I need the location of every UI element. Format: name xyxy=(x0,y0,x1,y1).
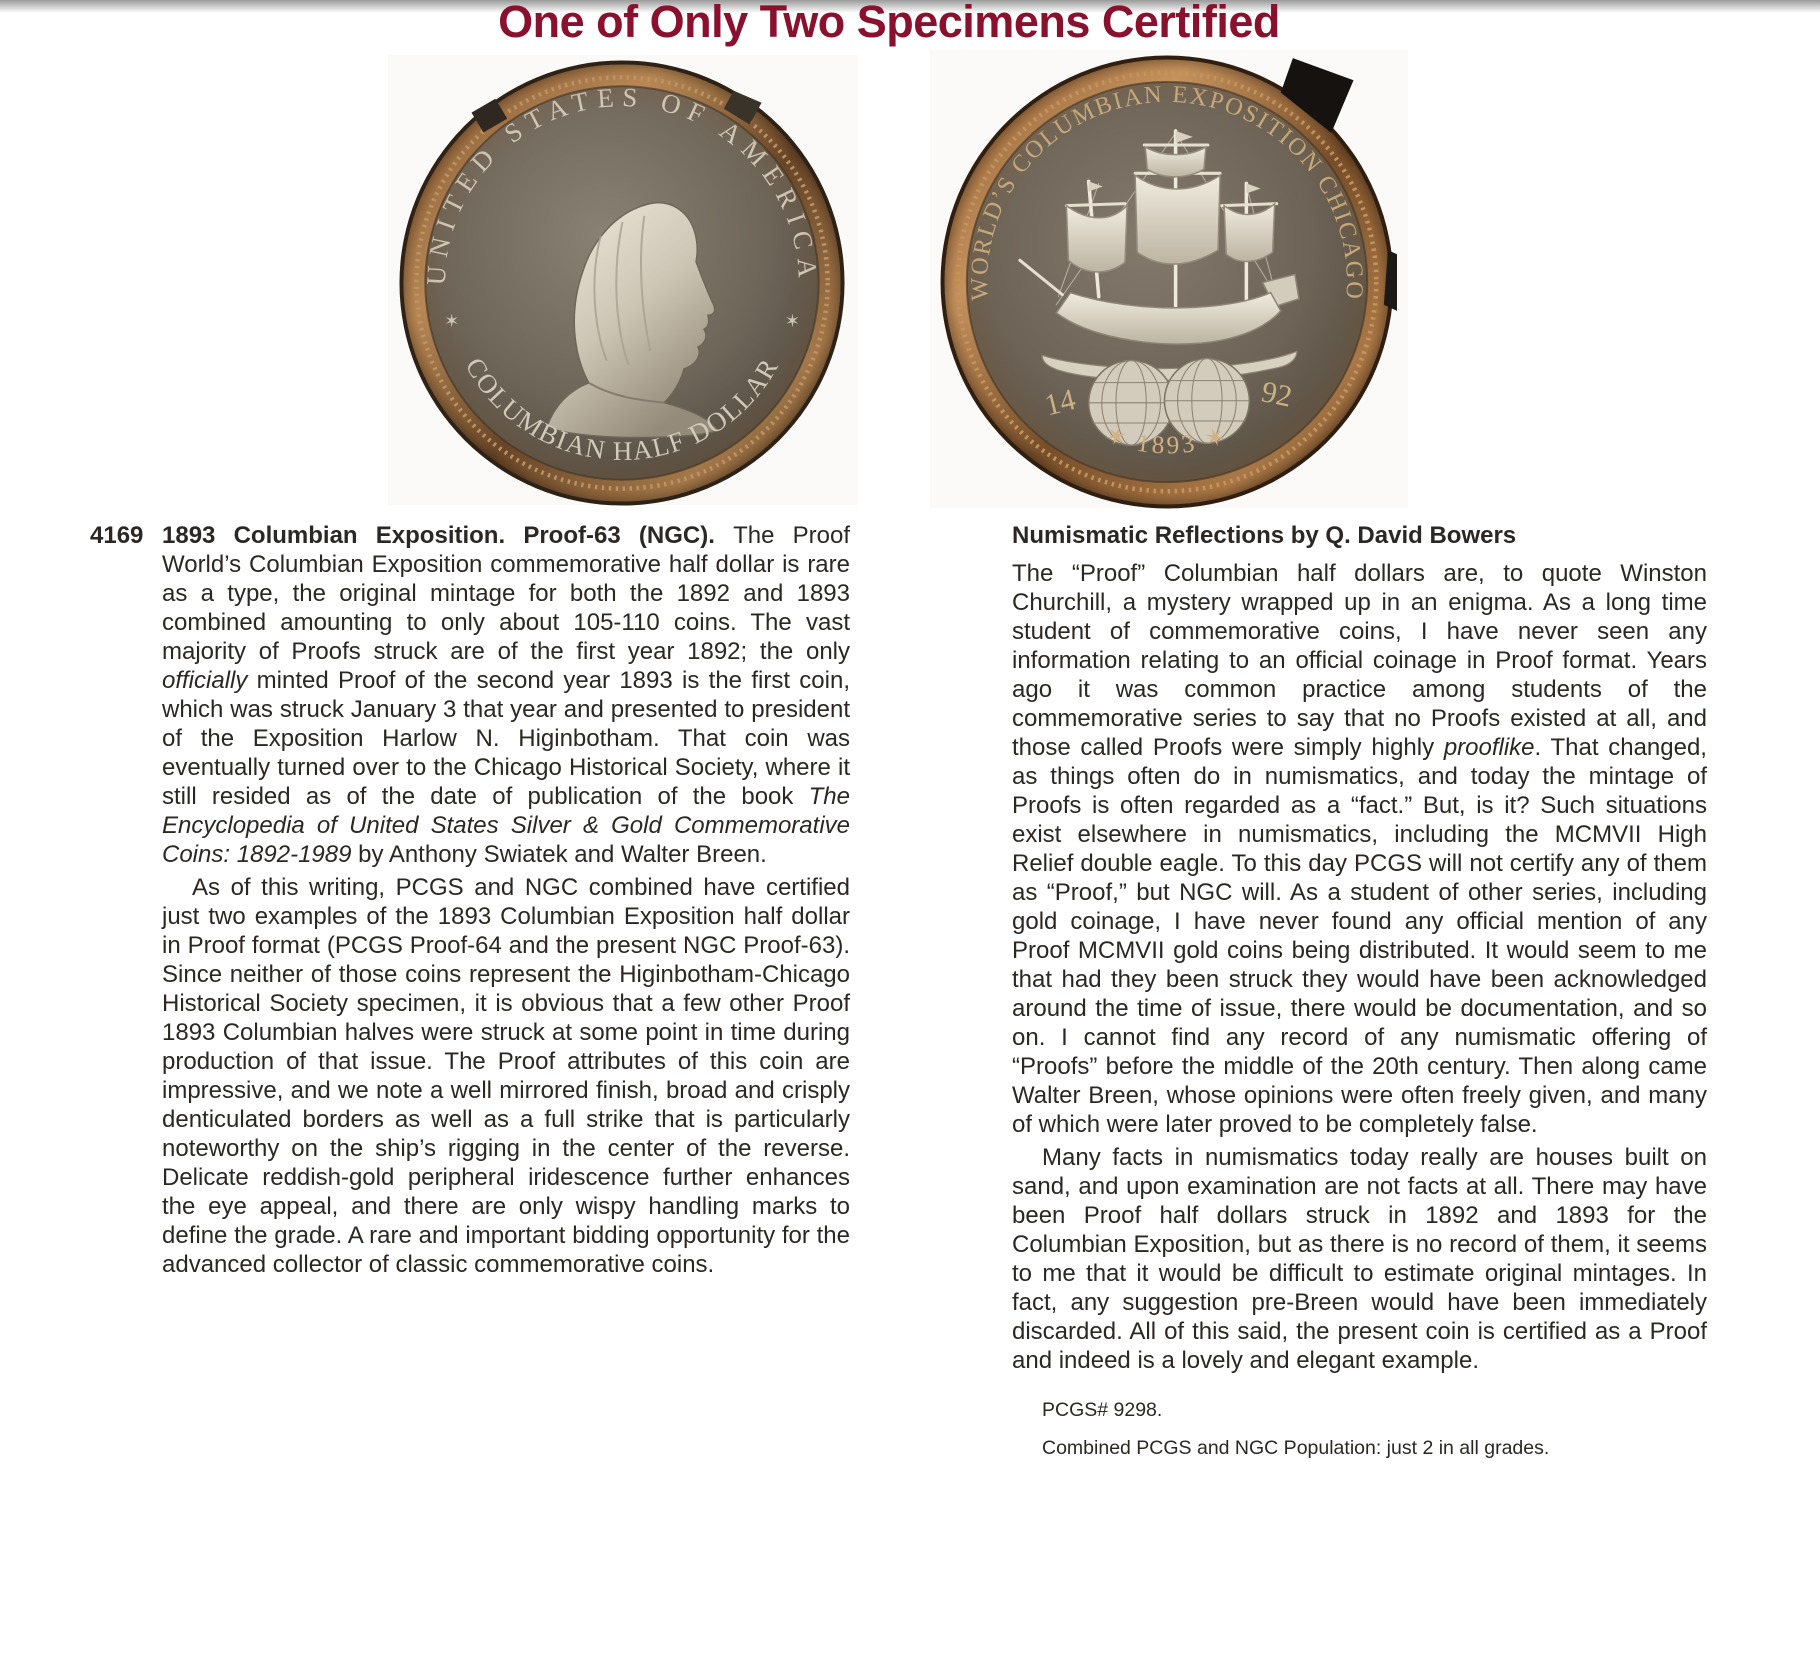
reflections-heading: Numismatic Reflections by Q. David Bowers xyxy=(1012,522,1517,549)
lot-italic-book-title: The Encyclopedia of United States Silver & Gold Commemorative Coins: 1892-1989 xyxy=(162,783,850,868)
lot-paragraph-1 xyxy=(90,521,850,869)
obverse-toning-overlay xyxy=(403,64,840,501)
coin-reverse-image xyxy=(936,52,1398,512)
reflections-column xyxy=(1012,521,1707,1460)
reflections-paragraph-2: Many facts in numismatics today really are houses built on sand, and upon examination are not facts at all. There may have been Proof half dollars struck in 1892 and 1893 for the Columbian Exposition, but as there is no record of them, it seems to me that it would be difficult to estimate original mintages. In fact, any suggestion pre-Breen would have been immediately discarded. All of this said, the present coin is certified as a Proof and indeed is a lovely and elegant example. xyxy=(1012,1144,1707,1374)
lot-text-2: minted Proof of the second year 1893 is the first coin, which was struck January 3 that year and presented to president of the Exposition Harlow N. Higinbotham. That coin was eventually turned over to the Chicago Historical Society, where it still resided as of the date of publication of the book xyxy=(162,667,850,810)
lot-number: 4169 xyxy=(90,522,144,549)
pcgs-number-footnote: PCGS# 9298. xyxy=(1042,1399,1163,1421)
reflections-italic-prooflike: prooflike xyxy=(1443,734,1535,761)
page-title: One of Only Two Specimens Certified xyxy=(498,0,1280,47)
lot-description-column xyxy=(90,521,850,1279)
lot-text-1: The Proof World’s Columbian Exposition commemorative half dollar is rare as a type, the original mintage for both the 1892 and 1893 combined amounting to only about 105-110 coins. The vast majority of Proofs struck are of the first year 1892; the only xyxy=(162,522,850,665)
population-footnote: Combined PCGS and NGC Population: just 2 in all grades. xyxy=(1042,1437,1550,1459)
reverse-toning-overlay xyxy=(945,60,1390,505)
coin-obverse-image xyxy=(396,57,848,509)
lot-italic-officially: officially xyxy=(162,667,248,694)
lot-title: 1893 Columbian Exposition. Proof-63 (NGC). xyxy=(162,522,734,549)
reflections-text-2: . That changed, as things often do in numismatics, and today the mintage of Proofs is often regarded as a “fact.” But, is it? Such situations exist elsewhere in numismatics, including the MCMVII High Relief double eagle. To this day PCGS will not certify any of them as “Proof,” but NGC will. As a student of other series, including gold coinage, I have never found any official mention of any Proof MCMVII gold coins being distributed. It would seem to me that had they been struck they would have been acknowledged around the time of issue, there would be documentation, and so on. I cannot find any record of any numismatic offering of “Proofs” before the middle of the 20th century. Then along came Walter Breen, whose opinions were often freely given, and many of which were later proved to be completely false. xyxy=(1012,734,1707,1138)
reflections-paragraph-1 xyxy=(1012,559,1707,1139)
lot-text-3: by Anthony Swiatek and Walter Breen. xyxy=(351,841,767,868)
lot-paragraph-2: As of this writing, PCGS and NGC combined have certified just two examples of the 1893 Columbian Exposition half dollar in Proof format (PCGS Proof-64 and the present NGC Proof-63). Since neither of those coins represent the Higinbotham-Chicago Historical Society specimen, it is obvious that a few other Proof 1893 Columbian halves were struck at some point in time during production of that issue. The Proof attributes of this coin are impressive, and we note a well mirrored finish, broad and crisply denticulated borders as well as a full strike that is particularly noteworthy on the ship’s rigging in the center of the reverse. Delicate reddish-gold peripheral iridescence further enhances the eye appeal, and there are only wispy handling marks to define the grade. A rare and important bidding opportunity for the advanced collector of classic commemorative coins. xyxy=(162,874,850,1278)
reflections-text-1: The “Proof” Columbian half dollars are, to quote Winston Churchill, a mystery wrapped up in an enigma. As a long time student of commemorative coins, I have never seen any information relating to an official coinage in Proof format. Years ago it was common practice among students of the commemorative series to say that no Proofs existed at all, and those called Proofs were simply highly xyxy=(1012,560,1707,761)
